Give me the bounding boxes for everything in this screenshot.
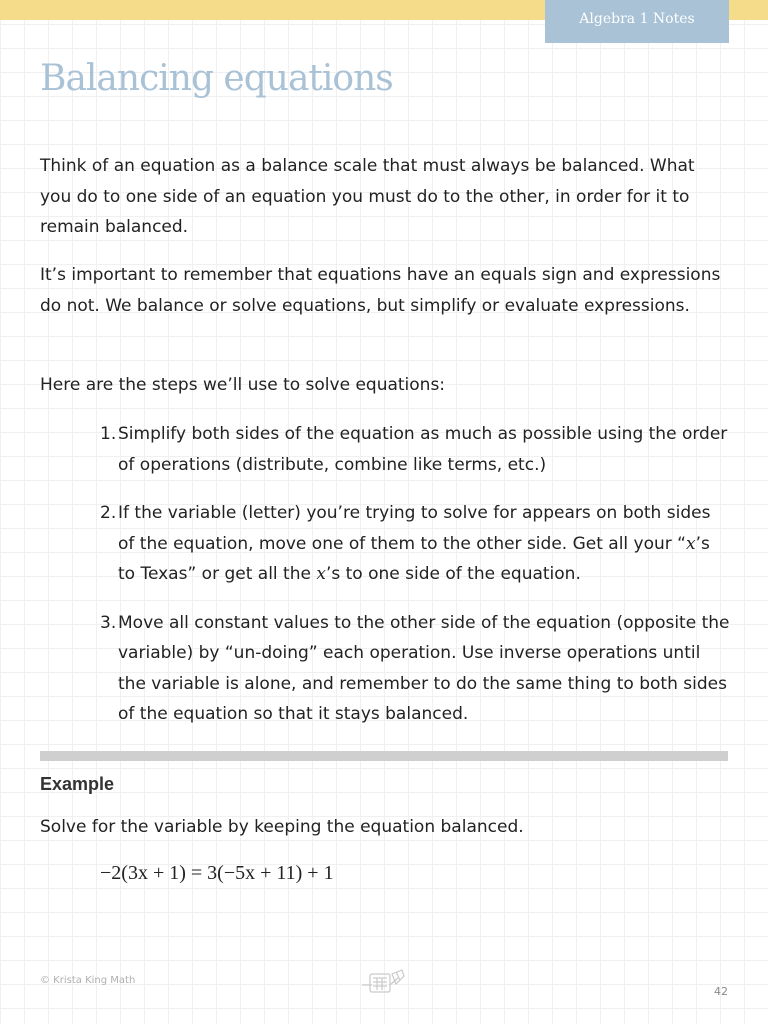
variable-x: x	[316, 564, 326, 584]
example-instruction: Solve for the variable by keeping the equation balanced.	[40, 817, 524, 837]
intro-paragraph: Think of an equation as a balance scale that must always be balanced. What you do to one side of an equation you must do to the other, in order for it to remain balanced.	[40, 156, 695, 237]
example-equation: −2(3x + 1) = 3(−5x + 11) + 1	[100, 862, 334, 884]
steps-list	[100, 419, 730, 748]
step-number: 2.	[100, 503, 117, 523]
steps-intro-paragraph: Here are the steps we’ll use to solve equations:	[40, 375, 446, 395]
step-item	[100, 498, 730, 590]
step-item	[100, 608, 730, 730]
step-number: 3.	[100, 612, 117, 633]
header-tab-label: Algebra 1 Notes	[579, 11, 695, 27]
variable-x: x	[686, 533, 696, 554]
example-heading: Example	[40, 774, 115, 794]
step-text: Move all constant values to the other side of the equation (opposite the variable) by “un-doing” each operation. Use inverse operations until the variable is alone, and remember to do the same thing to both sides of the equation so that it stays balanced.	[118, 612, 730, 724]
step-text: If the variable (letter) you’re trying to solve for appears on both sides of the equation, move one of them to the other side. Get all your “x’s to Texas” or get all the x’s to one side of the equation.	[118, 503, 711, 584]
page-title: Balancing equations	[40, 58, 393, 99]
step-item	[100, 419, 730, 480]
page-number: 42	[714, 985, 728, 998]
section-divider	[40, 751, 728, 761]
step-number: 1.	[100, 424, 117, 444]
calculator-logo-icon	[360, 966, 408, 996]
equations-vs-expressions-paragraph: It’s important to remember that equations have an equals sign and expressions do not. We balance or solve equations, but simplify or evaluate expressions.	[40, 265, 721, 316]
header-tab	[545, 0, 729, 43]
step-text: Simplify both sides of the equation as much as possible using the order of operations (distribute, combine like terms, etc.)	[118, 424, 728, 475]
footer-copyright: © Krista King Math	[40, 975, 136, 986]
